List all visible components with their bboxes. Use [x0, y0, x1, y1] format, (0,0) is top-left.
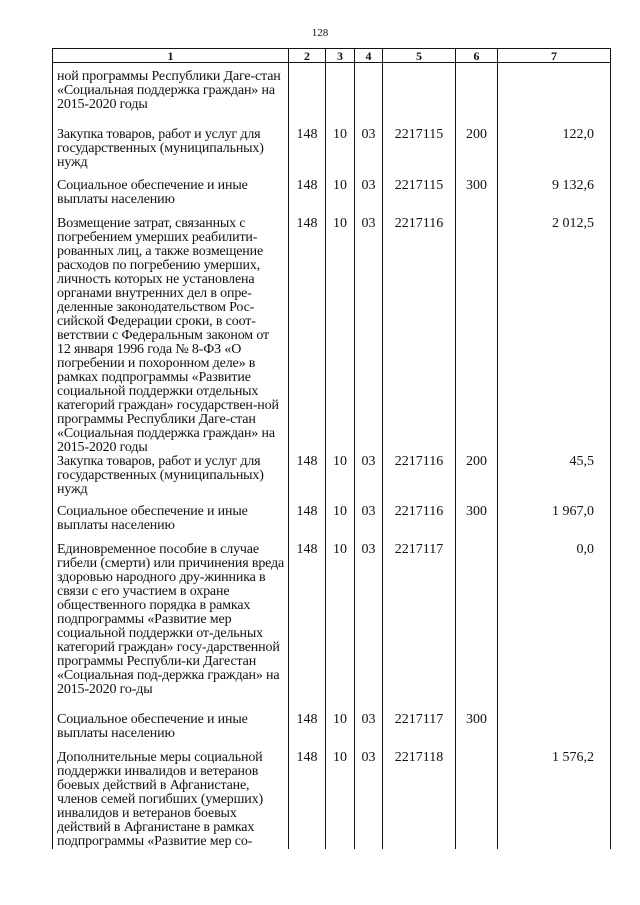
row-description: Социальное обеспечение и иные выплаты населению	[53, 713, 289, 751]
cell-col5: 2217118	[383, 751, 456, 849]
cell-col2: 148	[289, 713, 326, 751]
cell-col3: 10	[326, 217, 355, 455]
cell-col3: 10	[326, 713, 355, 751]
column-header-1: 1	[53, 49, 289, 63]
table-row	[53, 128, 611, 179]
cell-col2: 148	[289, 217, 326, 455]
cell-amount	[498, 63, 611, 128]
cell-col6	[456, 63, 498, 128]
row-description: ной программы Республики Даге-стан «Социальная поддержка граждан» на 2015-2020 годы	[53, 63, 289, 128]
cell-col6: 300	[456, 713, 498, 751]
cell-col4: 03	[355, 713, 383, 751]
cell-col4: 03	[355, 128, 383, 179]
cell-col3: 10	[326, 179, 355, 217]
table-header-row	[53, 49, 611, 63]
cell-col4	[355, 63, 383, 128]
cell-amount: 9 132,6	[498, 179, 611, 217]
cell-col6: 300	[456, 505, 498, 543]
cell-col2	[289, 63, 326, 128]
cell-col5: 2217117	[383, 543, 456, 713]
table-row	[53, 179, 611, 217]
cell-col5: 2217117	[383, 713, 456, 751]
cell-amount: 0,0	[498, 543, 611, 713]
budget-table	[52, 48, 611, 849]
row-description: Единовременное пособие в случае гибели (смерти) или причинения вреда здоровью народного дру-жинника в связи с его участием в охране общественного порядка в рамках подпрограммы «Развитие мер социальной поддержки от-дельных категорий граждан» госу-дарственной программы Республи-ки Дагестан «Социальная под-держка граждан» на 2015-2020 го-ды	[53, 543, 289, 713]
cell-col3	[326, 63, 355, 128]
cell-col4: 03	[355, 751, 383, 849]
cell-amount: 1 967,0	[498, 505, 611, 543]
row-description: Закупка товаров, работ и услуг для государственных (муниципальных) нужд	[53, 128, 289, 179]
cell-col3: 10	[326, 128, 355, 179]
cell-col4: 03	[355, 455, 383, 505]
row-description: Закупка товаров, работ и услуг для государственных (муниципальных) нужд	[53, 455, 289, 505]
cell-col2: 148	[289, 455, 326, 505]
cell-col3: 10	[326, 751, 355, 849]
cell-col5: 2217116	[383, 217, 456, 455]
table-row	[53, 751, 611, 849]
row-description: Социальное обеспечение и иные выплаты населению	[53, 505, 289, 543]
cell-col3: 10	[326, 505, 355, 543]
cell-col5: 2217116	[383, 505, 456, 543]
table-row	[53, 217, 611, 455]
cell-col6	[456, 543, 498, 713]
cell-col6: 200	[456, 455, 498, 505]
table-row	[53, 505, 611, 543]
cell-col6	[456, 751, 498, 849]
cell-amount: 1 576,2	[498, 751, 611, 849]
cell-col4: 03	[355, 217, 383, 455]
cell-col2: 148	[289, 128, 326, 179]
column-header-7: 7	[498, 49, 611, 63]
cell-amount: 2 012,5	[498, 217, 611, 455]
cell-col6	[456, 217, 498, 455]
column-header-6: 6	[456, 49, 498, 63]
table-row	[53, 63, 611, 128]
page-number: 128	[311, 27, 329, 39]
cell-col2: 148	[289, 505, 326, 543]
row-description: Дополнительные меры социальной поддержки инвалидов и ветеранов боевых действий в Афганистане, членов семей погибших (умерших) инвалидов и ветеранов боевых действий в Афганистане в рамках подпрограммы «Развитие мер со-	[53, 751, 289, 849]
column-header-3: 3	[326, 49, 355, 63]
cell-col3: 10	[326, 455, 355, 505]
cell-col5	[383, 63, 456, 128]
cell-col5: 2217116	[383, 455, 456, 505]
table-row	[53, 455, 611, 505]
table-row	[53, 713, 611, 751]
column-header-5: 5	[383, 49, 456, 63]
cell-col5: 2217115	[383, 128, 456, 179]
row-description: Возмещение затрат, связанных с погребением умерших реабилити-рованных лиц, а также возмещение расходов по погребению умерших, личность которых не установлена органами внутренних дел в опре-деленные законодательством Рос-сийской Федерации сроки, в соот-ветствии с Федеральным законом от 12 января 1996 года № 8-ФЗ «О погребении и похоронном деле» в рамках подпрограммы «Развитие социальной поддержки отдельных категорий граждан» государствен-ной программы Республики Даге-стан «Социальная поддержка граждан» на 2015-2020 годы	[53, 217, 289, 455]
column-header-2: 2	[289, 49, 326, 63]
cell-col4: 03	[355, 179, 383, 217]
cell-col2: 148	[289, 751, 326, 849]
cell-col4: 03	[355, 505, 383, 543]
cell-amount: 122,0	[498, 128, 611, 179]
cell-amount	[498, 713, 611, 751]
row-description: Социальное обеспечение и иные выплаты населению	[53, 179, 289, 217]
cell-col3: 10	[326, 543, 355, 713]
cell-col5: 2217115	[383, 179, 456, 217]
cell-col6: 300	[456, 179, 498, 217]
cell-col2: 148	[289, 179, 326, 217]
cell-col6: 200	[456, 128, 498, 179]
cell-col4: 03	[355, 543, 383, 713]
cell-col2: 148	[289, 543, 326, 713]
column-header-4: 4	[355, 49, 383, 63]
cell-amount: 45,5	[498, 455, 611, 505]
table-row	[53, 543, 611, 713]
